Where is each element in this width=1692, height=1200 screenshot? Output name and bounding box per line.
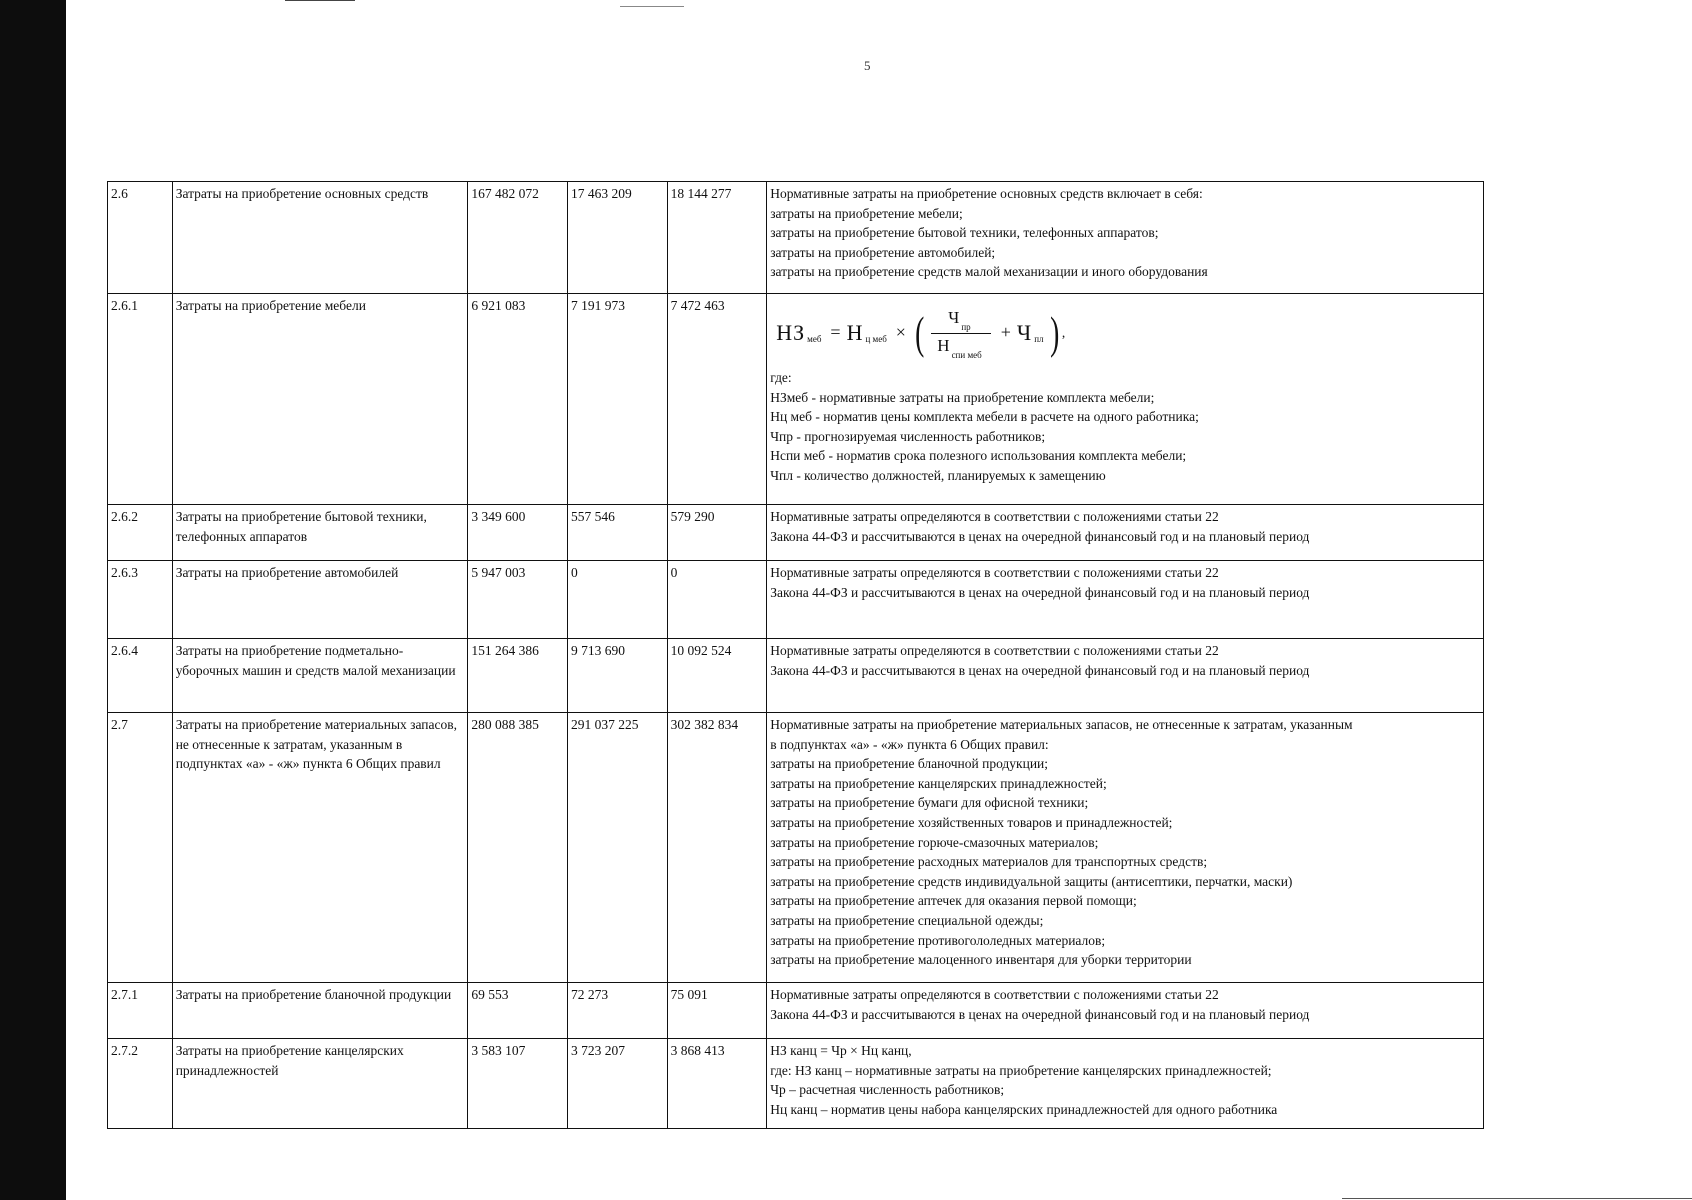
description-line: Нормативные затраты на приобретение основных средств включает в себя: <box>770 186 1203 201</box>
row-name: Затраты на приобретение бытовой техники, телефонных аппаратов <box>175 509 427 544</box>
formula-price-sub: ц меб <box>865 334 887 345</box>
description-cell <box>767 294 1484 505</box>
table-row <box>108 182 1484 294</box>
value-year1-cell: 280 088 385 <box>468 713 568 983</box>
row-name: Затраты на приобретение подметально-уборочных машин и средств малой механизации <box>175 643 456 678</box>
description-line: НЗмеб - нормативные затраты на приобретение комплекта мебели; <box>770 389 1155 405</box>
value-year3-cell: 579 290 <box>667 505 767 561</box>
value-year2-cell: 72 273 <box>568 983 668 1039</box>
value-year3-cell: 302 382 834 <box>667 713 767 983</box>
description-line: Чпр - прогнозируемая численность работников; <box>770 428 1046 444</box>
row-name-cell <box>172 639 468 713</box>
row-number-cell: 2.7.1 <box>108 983 173 1039</box>
row-number-cell: 2.7 <box>108 713 173 983</box>
description-line: затраты на приобретение специальной одежды; <box>770 912 1044 928</box>
scan-edge-bar <box>0 0 66 1200</box>
formula-open-paren: ( <box>915 307 925 358</box>
formula-num-sub: пр <box>961 321 971 332</box>
description-line: НЗ канц = Чр × Нц канц, <box>770 1043 912 1058</box>
description-cell <box>767 561 1484 639</box>
description-line: Чпл - количество должностей, планируемых к замещению <box>770 467 1106 483</box>
row-name-cell <box>172 1039 468 1129</box>
value-year2-cell: 17 463 209 <box>568 182 668 294</box>
table-row <box>108 505 1484 561</box>
row-name: Затраты на приобретение основных средств <box>175 186 429 201</box>
formula-denominator <box>931 333 990 359</box>
value-year2-cell: 557 546 <box>568 505 668 561</box>
description-cell <box>767 505 1484 561</box>
scan-artifact-line <box>285 0 355 1</box>
row-number-cell: 2.7.2 <box>108 1039 173 1129</box>
description-line: затраты на приобретение аптечек для оказания первой помощи; <box>770 893 1137 909</box>
value-year1-cell: 69 553 <box>468 983 568 1039</box>
formula-times: × <box>895 322 906 343</box>
description-line: Нц канц – норматив цены набора канцелярских принадлежностей для одного работника <box>770 1101 1278 1117</box>
value-year1-cell: 167 482 072 <box>468 182 568 294</box>
description-line: затраты на приобретение хозяйственных товаров и принадлежностей; <box>770 814 1173 830</box>
value-year3-cell: 3 868 413 <box>667 1039 767 1129</box>
description-cell <box>767 983 1484 1039</box>
description-line: где: <box>770 370 792 385</box>
formula-close-paren: ) <box>1049 307 1059 358</box>
scan-artifact-line <box>1342 1198 1692 1199</box>
furniture-cost-formula <box>776 304 1480 362</box>
description-line: затраты на приобретение средств индивидуальной защиты (антисептики, перчатки, маски) <box>770 873 1293 889</box>
description-line: Нормативные затраты определяются в соответствии с положениями статьи 22 <box>770 565 1219 580</box>
value-year2-cell: 3 723 207 <box>568 1039 668 1129</box>
page-number: 5 <box>864 58 871 73</box>
description-line: затраты на приобретение канцелярских принадлежностей; <box>770 775 1107 791</box>
formula-lhs-sub: меб <box>807 334 822 345</box>
table-row <box>108 713 1484 983</box>
value-year2-cell: 9 713 690 <box>568 639 668 713</box>
description-cell <box>767 639 1484 713</box>
value-year3-cell: 75 091 <box>667 983 767 1039</box>
description-line: Нормативные затраты определяются в соответствии с положениями статьи 22 <box>770 509 1219 524</box>
row-name-cell <box>172 713 468 983</box>
value-year2-cell: 291 037 225 <box>568 713 668 983</box>
formula-numerator <box>942 308 979 333</box>
row-number-cell: 2.6 <box>108 182 173 294</box>
description-cell <box>767 182 1484 294</box>
row-number-cell: 2.6.3 <box>108 561 173 639</box>
cost-norms-table <box>107 181 1484 1129</box>
value-year3-cell: 0 <box>667 561 767 639</box>
value-year3-cell: 7 472 463 <box>667 294 767 505</box>
description-line: затраты на приобретение противогололедных материалов; <box>770 932 1106 948</box>
table-row <box>108 1039 1484 1129</box>
description-line: Закона 44-ФЗ и рассчитываются в ценах на очередной финансовый год и на плановый период <box>770 662 1310 678</box>
table-row <box>108 639 1484 713</box>
formula-lhs: НЗ <box>776 320 806 346</box>
row-number-cell: 2.6.1 <box>108 294 173 505</box>
value-year2-cell: 0 <box>568 561 668 639</box>
formula-fraction <box>931 308 990 358</box>
value-year1-cell: 151 264 386 <box>468 639 568 713</box>
description-line: затраты на приобретение горюче-смазочных материалов; <box>770 834 1099 850</box>
row-number-cell: 2.6.2 <box>108 505 173 561</box>
row-name-cell <box>172 505 468 561</box>
value-year3-cell: 10 092 524 <box>667 639 767 713</box>
description-line: затраты на приобретение бланочной продукции; <box>770 756 1049 772</box>
description-line: Нспи меб - норматив срока полезного использования комплекта мебели; <box>770 448 1187 464</box>
table-row <box>108 983 1484 1039</box>
description-line: где: НЗ канц – нормативные затраты на приобретение канцелярских принадлежностей; <box>770 1062 1272 1078</box>
description-line: Нормативные затраты на приобретение материальных запасов, не отнесенные к затратам, указанным <box>770 717 1353 732</box>
formula-den-symbol: Н <box>937 335 950 355</box>
scan-artifact-line <box>620 6 684 7</box>
description-line: затраты на приобретение мебели; <box>770 205 963 221</box>
description-line: Закона 44-ФЗ и рассчитываются в ценах на очередной финансовый год и на плановый период <box>770 584 1310 600</box>
table-row <box>108 561 1484 639</box>
description-line: Чр – расчетная численность работников; <box>770 1082 1005 1098</box>
row-name-cell <box>172 983 468 1039</box>
description-cell <box>767 713 1484 983</box>
row-number-cell: 2.6.4 <box>108 639 173 713</box>
row-name: Затраты на приобретение материальных запасов, не отнесенные к затратам, указанным в подпунктах «а» - «ж» пункта 6 Общих правил <box>175 717 457 772</box>
description-line: затраты на приобретение малоценного инвентаря для уборки территории <box>770 952 1192 968</box>
formula-add: Ч <box>1016 320 1033 346</box>
formula-price: Н <box>846 320 864 346</box>
value-year2-cell: 7 191 973 <box>568 294 668 505</box>
row-name: Затраты на приобретение канцелярских принадлежностей <box>175 1043 404 1078</box>
value-year1-cell: 6 921 083 <box>468 294 568 505</box>
description-line: Нормативные затраты определяются в соответствии с положениями статьи 22 <box>770 987 1219 1002</box>
description-line: в подпунктах «а» - «ж» пункта 6 Общих правил: <box>770 736 1049 752</box>
description-line: Нормативные затраты определяются в соответствии с положениями статьи 22 <box>770 643 1219 658</box>
formula-plus: + <box>1000 322 1011 343</box>
row-name: Затраты на приобретение мебели <box>175 298 366 313</box>
table-row <box>108 294 1484 505</box>
row-name: Затраты на приобретение бланочной продукции <box>175 987 452 1002</box>
description-cell <box>767 1039 1484 1129</box>
value-year1-cell: 3 583 107 <box>468 1039 568 1129</box>
value-year1-cell: 3 349 600 <box>468 505 568 561</box>
row-name-cell <box>172 561 468 639</box>
description-line: затраты на приобретение расходных материалов для транспортных средств; <box>770 854 1208 870</box>
row-name-cell <box>172 294 468 505</box>
formula-equals: = <box>830 322 841 343</box>
formula-num-symbol: Ч <box>948 307 960 327</box>
description-line: затраты на приобретение автомобилей; <box>770 244 996 260</box>
value-year3-cell: 18 144 277 <box>667 182 767 294</box>
row-name-cell <box>172 182 468 294</box>
description-line: Нц меб - норматив цены комплекта мебели в расчете на одного работника; <box>770 409 1199 425</box>
formula-den-sub: спи меб <box>951 349 982 360</box>
description-line: затраты на приобретение бытовой техники, телефонных аппаратов; <box>770 225 1159 241</box>
description-line: Закона 44-ФЗ и рассчитываются в ценах на очередной финансовый год и на плановый период <box>770 1006 1310 1022</box>
description-line: затраты на приобретение бумаги для офисной техники; <box>770 795 1089 811</box>
formula-tail: , <box>1061 325 1066 341</box>
description-line: затраты на приобретение средств малой механизации и иного оборудования <box>770 264 1208 280</box>
value-year1-cell: 5 947 003 <box>468 561 568 639</box>
description-line: Закона 44-ФЗ и рассчитываются в ценах на очередной финансовый год и на плановый период <box>770 528 1310 544</box>
row-name: Затраты на приобретение автомобилей <box>175 565 399 580</box>
formula-add-sub: пл <box>1034 334 1044 345</box>
